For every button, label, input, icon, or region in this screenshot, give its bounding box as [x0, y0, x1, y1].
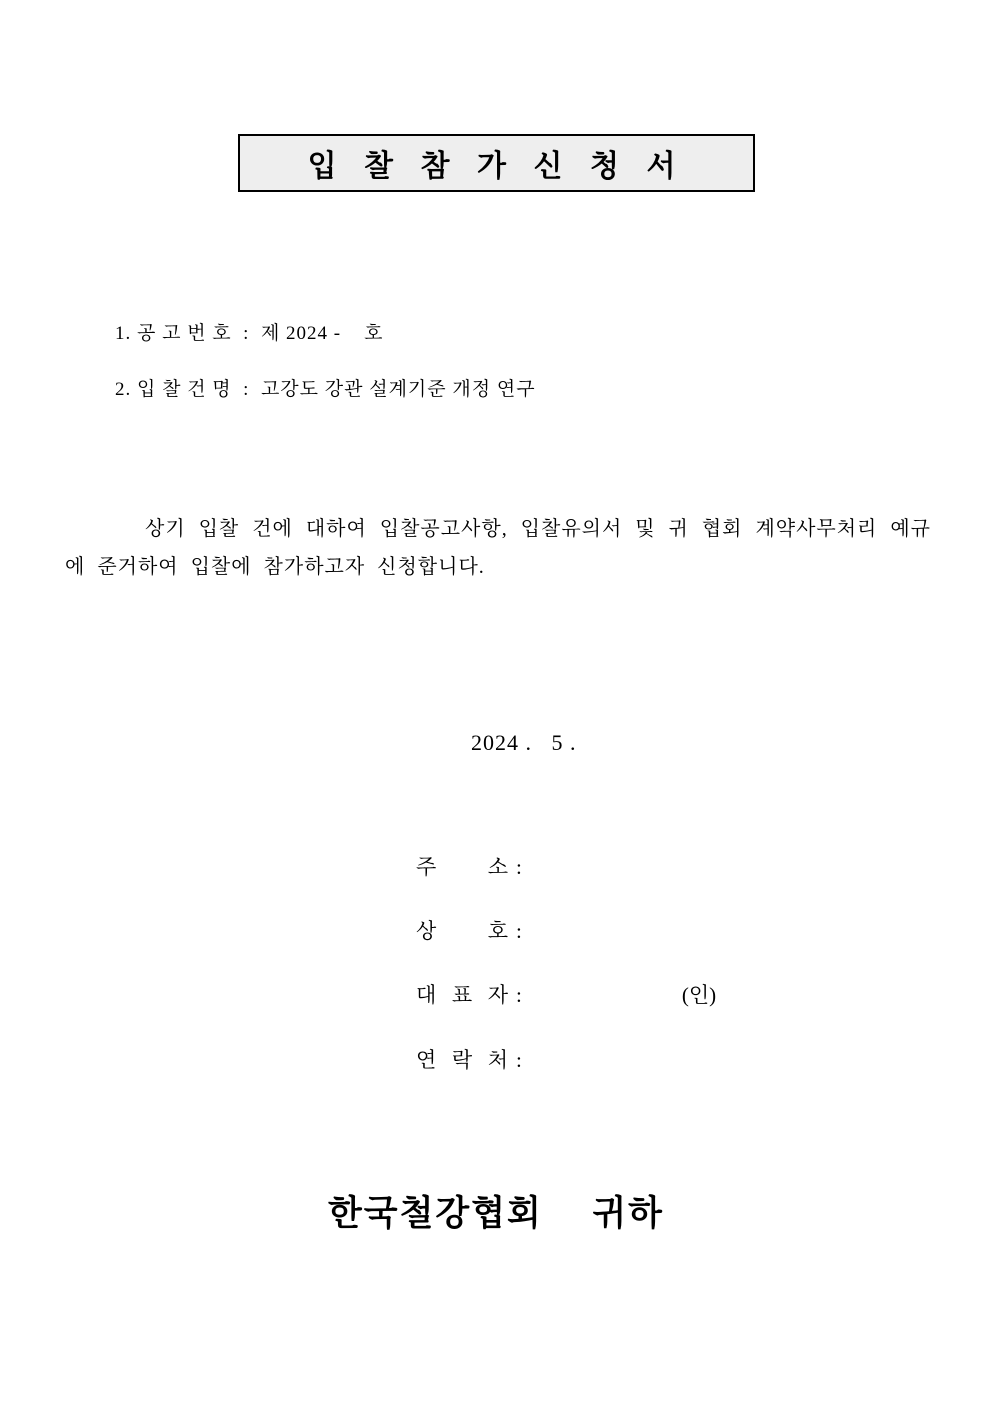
representative-field-colon: :: [516, 983, 522, 1007]
document-title-box: [238, 134, 755, 192]
document-title: 입 찰 참 가 신 청 서: [307, 150, 686, 183]
seal-placeholder: (인): [681, 983, 717, 1007]
address-field-label: 주 소: [416, 855, 508, 879]
field-row-contact: [395, 1019, 532, 1099]
document-date: 2024 . 5 .: [471, 730, 577, 755]
company-name-field-label: 상 호: [416, 919, 508, 943]
application-statement-paragraph: 상기 입찰 건에 대하여 입찰공고사항, 입찰유의서 및 귀 협회 계약사무처리 예규에 준거하여 입찰에 참가하고자 신청합니다.: [65, 518, 931, 578]
contact-field-label: 연 락 처: [416, 1048, 508, 1072]
recipient-line: 한국철강협회 귀하: [328, 1194, 664, 1233]
company-name-field-colon: :: [516, 919, 522, 943]
announcement-number-line: 1. 공 고 번 호 : 제 2024 - 호: [115, 323, 384, 344]
bid-name-line: 2. 입 찰 건 명 : 고강도 강관 설계기준 개정 연구: [115, 379, 536, 400]
address-field-colon: :: [516, 855, 522, 879]
contact-field-colon: :: [516, 1048, 522, 1072]
representative-field-label: 대 표 자: [416, 983, 508, 1007]
